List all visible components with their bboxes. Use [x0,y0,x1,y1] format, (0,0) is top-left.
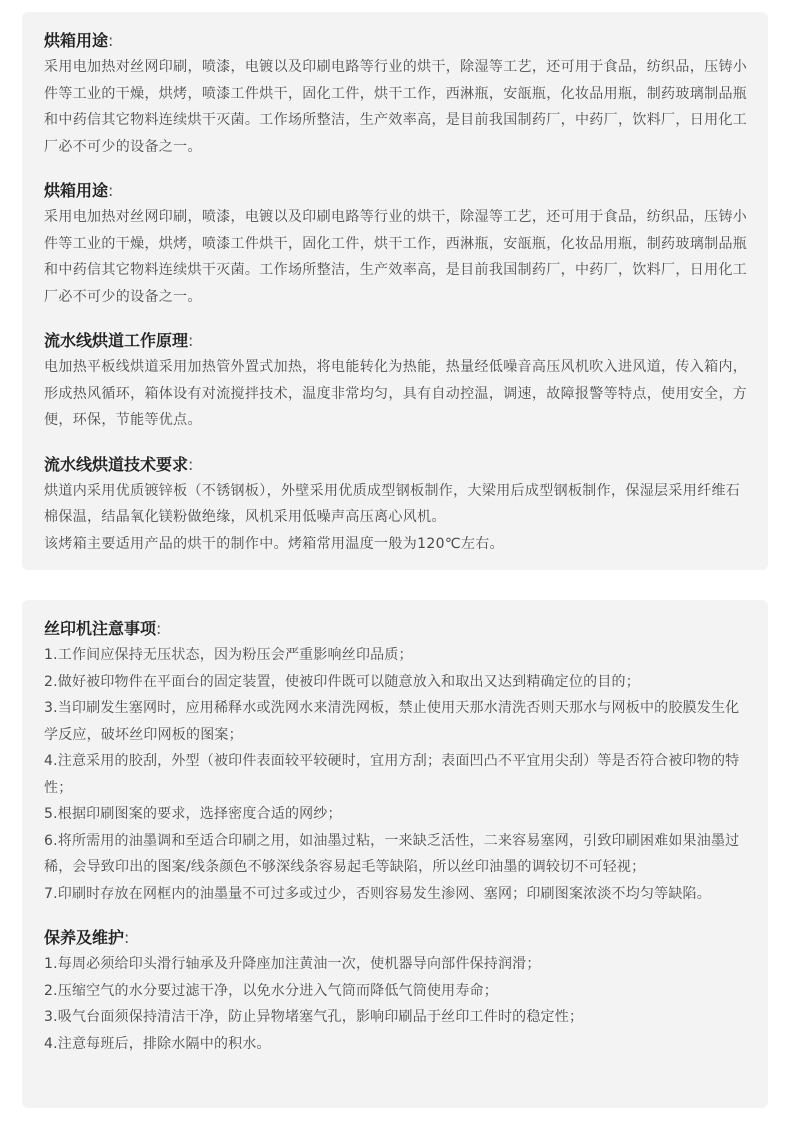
section-body: 采用电加热对丝网印刷，喷漆，电镀以及印刷电路等行业的烘干，除湿等工艺，还可用于食品，纺织品，压铸小件等工业的干燥，烘烤，喷漆工件烘干，固化工件，烘干工作，西淋瓶，安瓿瓶，化妆品用瓶，制药玻璃制品瓶和中药信其它物料连续烘干灭菌。工作场所整洁，生产效率高，是目前我国制药厂，中药厂，饮料厂，日用化工厂必不可少的设备之一。 [44,209,748,305]
heading-colon: : [108,31,114,50]
heading-colon: : [108,181,114,200]
screen-printer-card [22,600,768,1108]
tunnel-technical-requirements-section [44,452,748,558]
tunnel-working-principle-section [44,328,748,434]
section-body: 电加热平板线烘道采用加热管外置式加热，将电能转化为热能，热量经低噪音高压风机吹入进风道，传入箱内，形成热风循环，箱体设有对流搅拌技术，温度非常均匀，具有自动控温，调速，故障报警等特点，使用安全，方便，环保，节能等优点。 [44,359,748,428]
heading-colon: : [124,928,130,947]
section-heading [44,616,748,642]
list-item: 3.当印刷发生塞网时，应用稀释水或洗网水来清洗网板，禁止使用天那水清洗否则天那水与网板中的胶膜发生化学反应，破坏丝印网板的图案； [44,700,740,743]
oven-usage-section [44,28,748,160]
heading-colon: : [188,331,194,350]
heading-colon: : [188,454,194,474]
heading-text: 丝印机注意事项 [44,619,157,638]
heading-text: 烘箱用途 [44,31,109,50]
printer-precautions-section [44,616,748,907]
section-note: 该烤箱主要适用产品的烘干的制作中。烤箱常用温度一般为120℃左右。 [44,535,504,552]
maintenance-section [44,925,748,1057]
section-body: 烘道内采用优质镀锌板（不锈钢板），外壁采用优质成型钢板制作，大梁用后成型钢板制作，保湿层采用纤维石棉保温，结晶氧化镁粉做绝缘，风机采用低噪声高压离心风机。 [44,482,741,525]
list-item: 3.吸气台面须保持清洁干净，防止异物堵塞气孔，影响印刷品于丝印工件时的稳定性； [44,1009,584,1025]
oven-info-card [22,12,768,570]
heading-text: 烘箱用途 [44,181,109,200]
oven-usage-section-repeat [44,178,748,310]
section-body: 采用电加热对丝网印刷，喷漆，电镀以及印刷电路等行业的烘干，除湿等工艺，还可用于食品，纺织品，压铸小件等工业的干燥，烘烤，喷漆工件烘干，固化工件，烘干工作，西淋瓶，安瓿瓶，化妆品用瓶，制药玻璃制品瓶和中药信其它物料连续烘干灭菌。工作场所整洁，生产效率高，是目前我国制药厂，中药厂，饮料厂，日用化工厂必不可少的设备之一。 [44,59,748,155]
section-heading [44,28,748,54]
list-item: 4.注意每班后，排除水隔中的积水。 [44,1035,271,1052]
section-heading [44,925,748,951]
list-item: 5.根据印刷图案的要求，选择密度合适的网纱； [44,806,342,822]
heading-text: 流水线烘道技术要求 [44,454,189,474]
heading-colon: : [156,619,162,638]
list-item: 2.做好被印物件在平面台的固定装置，使被印件既可以随意放入和取出又达到精确定位的目的； [44,673,640,690]
heading-text: 保养及维护 [44,928,125,947]
list-item: 1.每周必须给印头滑行轴承及升降座加注黄油一次，使机器导向部件保持润滑； [44,956,541,972]
section-heading [44,178,748,204]
list-item: 2.压缩空气的水分要过滤干净，以免水分进入气筒而降低气筒使用寿命； [44,982,498,999]
heading-text: 流水线烘道工作原理 [44,331,189,350]
list-item: 4.注意采用的胶刮，外型（被印件表面较平较硬时，宜用方刮；表面凹凸不平宜用尖刮）等是否符合被印物的特性； [44,753,740,796]
section-heading [44,328,748,354]
list-item: 6.将所需用的油墨调和至适合印刷之用，如油墨过粘，一来缺乏活性，二来容易塞网，引致印刷困难如果油墨过稀，会导致印出的图案/线条颜色不够深线条容易起毛等缺陷，所以丝印油墨的调较切不可轻视； [44,832,740,875]
section-heading [44,452,748,478]
list-item: 7.印刷时存放在网框内的油墨量不可过多或过少，否则容易发生渗网、塞网；印刷图案浓淡不均匀等缺陷。 [44,885,711,902]
list-item: 1.工作间应保持无压状态，因为粉压会严重影响丝印品质； [44,647,413,663]
